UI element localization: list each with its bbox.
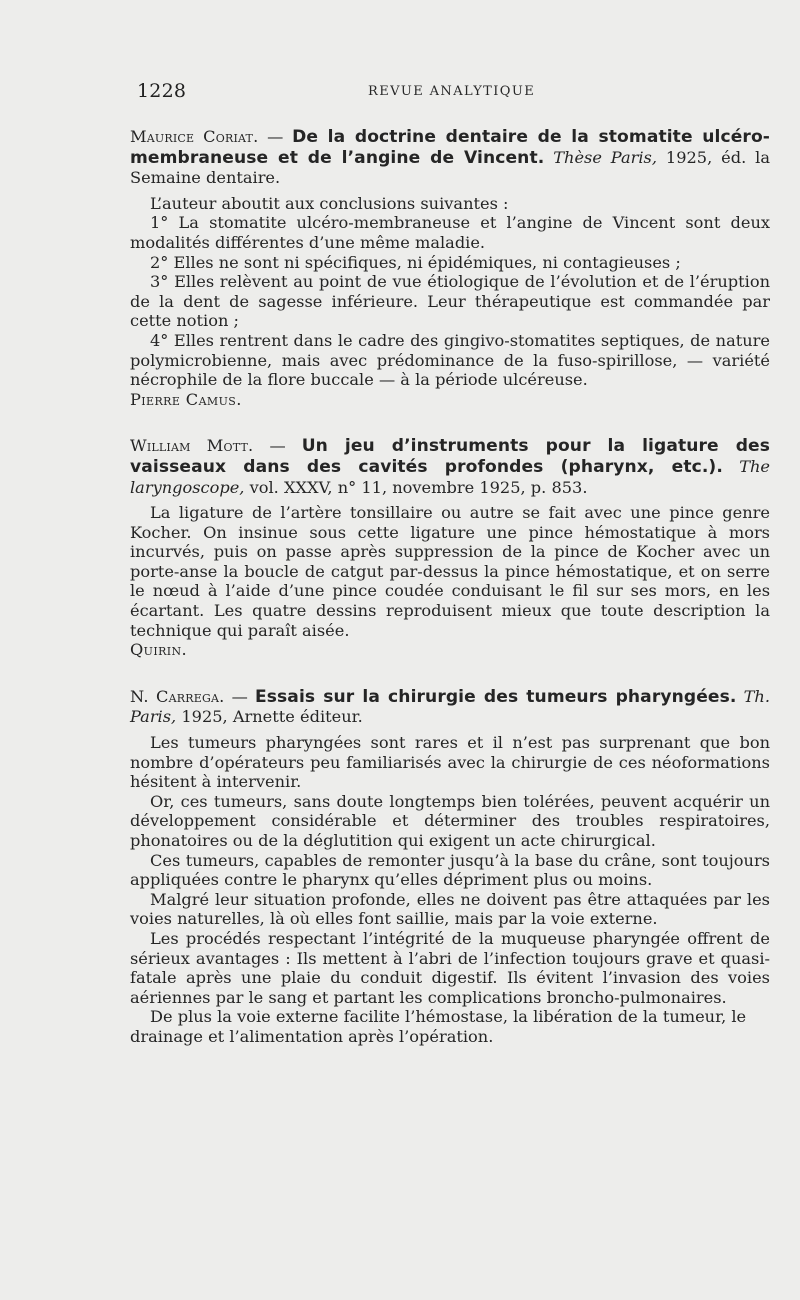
running-title: REVUE ANALYTIQUE [368,84,536,99]
entry-signature: Pierre Camus. [130,389,242,409]
review-entry-mott [130,436,770,660]
entry-title: De la doctrine dentaire de la stomatite ulcéro-membraneuse et de l’angine de Vincent. [130,127,770,168]
entry-author: N. Carrega. [130,686,225,706]
entry-author: Maurice Coriat. [130,127,259,146]
entry-source: Th. Paris, [130,686,770,727]
entry-paragraph: La ligature de l’artère tonsillaire ou autre se fait avec une pince genre Kocher. On insinue sous cette ligature une pince hémostatique à mors incurvés, puis on passe après suppression de la pince de Kocher avec un porte-anse la boucle de catgut par-dessus la pince hémostatique, et on serre le nœud à l’aide d’une pince coudée conduisant le fil sur ses mors, en les écartant. Les quatre dessins reproduisent mieux que toute description la technique qui paraît aisée. [130,503,770,640]
entry-paragraph: Les tumeurs pharyngées sont rares et il n’est pas surprenant que bon nombre d’opérateurs peu familiarisés avec la chirurgie de ces néoformations hésitent à intervenir. [130,733,770,792]
entry-author: William Mott. [130,436,254,456]
entry-signature: Quirin. [130,640,188,660]
entry-paragraph: L’auteur aboutit aux conclusions suivantes : [150,193,509,213]
page-content [130,127,770,1074]
review-entry-carrega [130,687,770,1047]
entry-title: Un jeu d’instruments pour la ligature des vaisseaux dans des cavités profondes (pharynx, etc.). [130,436,770,477]
entry-source: Thèse Paris, [553,147,657,167]
entry-paragraph: 3° Elles relèvent au point de vue étiologique de l’évolution et de l’éruption de la dent de sagesse inférieure. Leur thérapeutique est commandée par cette notion ; [130,272,770,331]
entry-paragraph: 2° Elles ne sont ni spécifiques, ni épidémiques, ni contagieuses ; [150,252,681,272]
entry-paragraph: Or, ces tumeurs, sans doute longtemps bien tolérées, peuvent acquérir un développement considérable et déterminer des troubles respiratoires, phonatoires ou de la déglutition qui exigent un acte chirurgical. [130,791,770,850]
entry-publication: vol. XXXV, n° 11, novembre 1925, p. 853. [249,477,588,497]
review-entry-coriat [130,127,770,409]
page-number: 1228 [137,80,187,102]
entry-citation: William Mott. — Un jeu d’instruments pour la ligature des vaisseaux dans des cavités profondes (pharynx, etc.). The laryngoscope, vol. XXXV, n° 11, novembre 1925, p. 853. [130,436,770,497]
entry-paragraph: Ces tumeurs, capables de remonter jusqu’à la base du crâne, sont toujours appliquées contre le pharynx qu’elles dépriment plus ou moins. [130,850,770,890]
entry-publication: 1925, Arnette éditeur. [181,707,363,727]
entry-title: Essais sur la chirurgie des tumeurs pharyngées. [254,686,737,707]
entry-citation: Maurice Coriat. — De la doctrine dentaire de la stomatite ulcéro-membraneuse et de l’angine de Vincent. Thèse Paris, 1925, éd. la Semaine dentaire. [130,127,770,188]
entry-publication: 1925, éd. la Semaine dentaire. [130,147,770,188]
entry-paragraph: 1° La stomatite ulcéro-membraneuse et l’angine de Vincent sont deux modalités différentes d’une même maladie. [130,213,770,252]
entry-paragraph: 4° Elles rentrent dans le cadre des gingivo-stomatites septiques, de nature polymicrobienne, mais avec prédominance de la fuso-spirillose, — variété nécrophile de la flore buccale — à la période ulcéreuse. [130,330,770,390]
entry-signature-line [130,640,770,660]
entry-paragraph: Malgré leur situation profonde, elles ne doivent pas être attaquées par les voies naturelles, là où elles font saillie, mais par la voie externe. [130,889,770,929]
entry-paragraph: Les procédés respectant l’intégrité de la muqueuse pharyngée offrent de sérieux avantages : Ils mettent à l’abri de l’infection toujours grave et quasi-fatale après une plaie du conduit digestif. Ils évitent l’invasion des voies aériennes par le sang et partant les complications broncho-pulmonaires. [130,928,770,1007]
entry-source: The laryngoscope, [130,456,770,497]
entry-signature-line [130,390,770,410]
entry-paragraph: De plus la voie externe facilite l’hémostase, la libération de la tumeur, le drainage et l’alimentation après l’opération. [130,1007,747,1046]
page-header [130,80,770,102]
entry-citation: N. Carrega. — Essais sur la chirurgie des tumeurs pharyngées. Th. Paris, 1925, Arnette éditeur. [130,686,770,727]
